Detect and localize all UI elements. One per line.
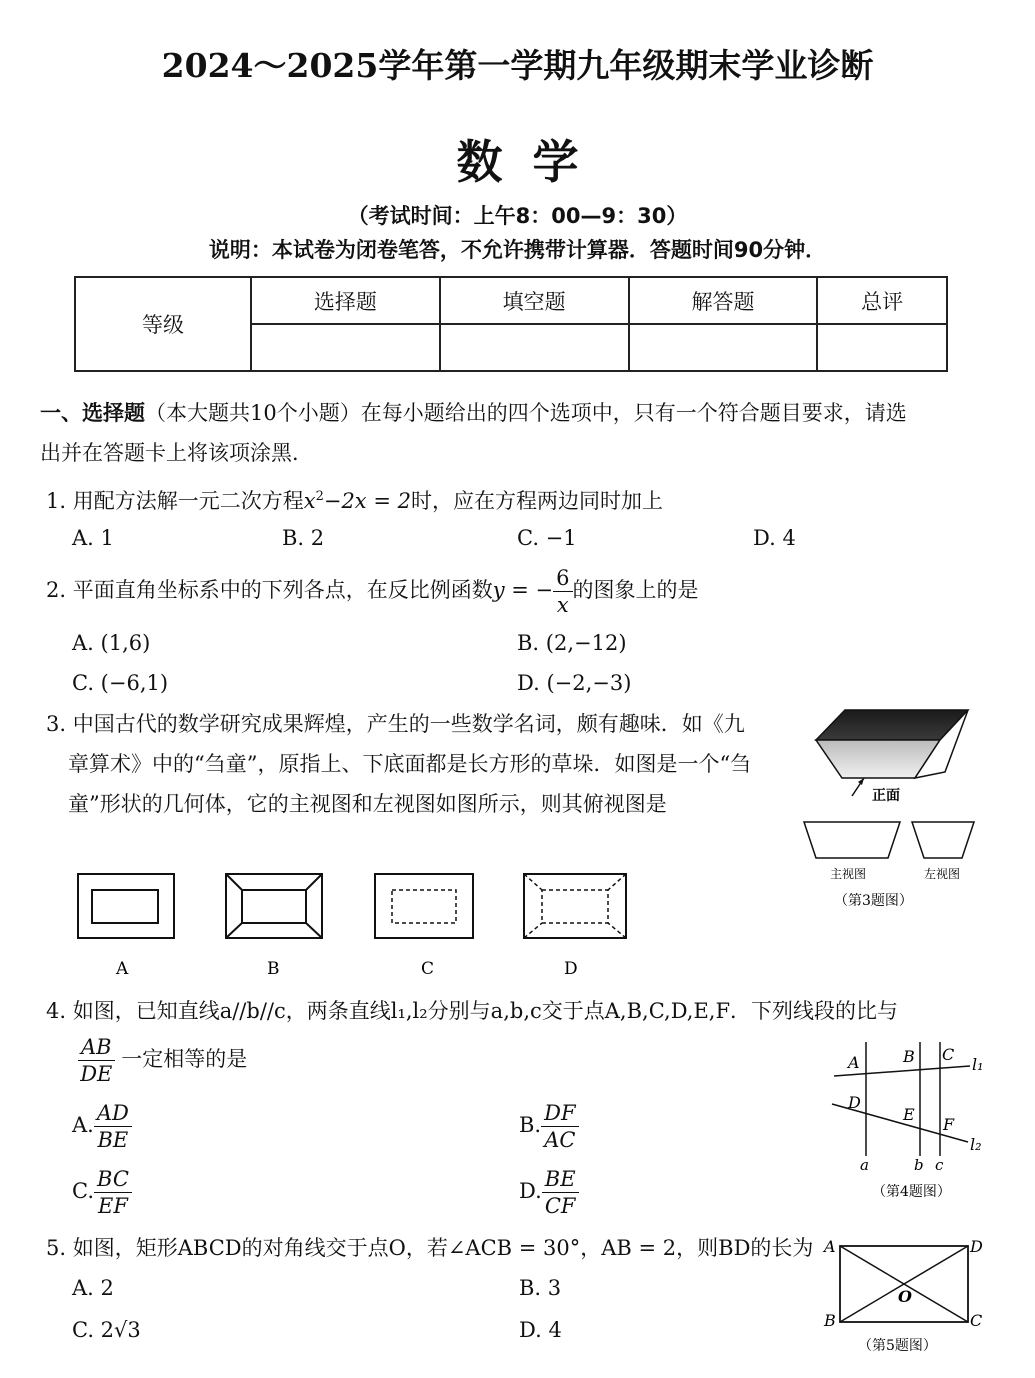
q5-figure <box>820 1234 992 1370</box>
q5-point-b: B <box>824 1311 836 1330</box>
q3-option-a-label: A <box>116 959 129 979</box>
q2-option-d[interactable]: D. (−2,−3) <box>517 671 632 695</box>
grade-row-label: 等级 <box>75 277 251 371</box>
q5-option-d[interactable]: D. 4 <box>519 1318 562 1342</box>
q3-left-view-label: 左视图 <box>924 867 961 881</box>
q3-option-d-figure[interactable] <box>524 874 626 938</box>
q4-figure <box>826 1038 996 1206</box>
grade-cell-choice[interactable] <box>251 324 440 371</box>
q3-stem-line2: 章算术》中的“刍童”，原指上、下底面都是长方形的草垛．如图是一个“刍 <box>68 752 752 776</box>
q4-point-b: B <box>903 1047 915 1066</box>
q4-point-f: F <box>943 1115 955 1134</box>
exam-time: （考试时间：上午8：00—9：30） <box>347 204 688 228</box>
q4-point-e: E <box>903 1105 915 1124</box>
grade-cell-total[interactable] <box>817 324 947 371</box>
q5-stem: 5. 如图，矩形ABCD的对角线交于点O，若∠ACB = 30°，AB = 2，则BD的长为 <box>46 1236 814 1260</box>
q5-option-b[interactable]: B. 3 <box>519 1276 562 1300</box>
q1-stem: 1. 用配方法解一元二次方程$x^2-2x = 2$时，应在方程两边同时加上 <box>46 489 663 513</box>
q3-stem-line1: 3. 中国古代的数学研究成果辉煌，产生的一些数学名词，颇有趣味．如《九 <box>46 712 745 736</box>
q1-option-a[interactable]: A. 1 <box>72 526 114 550</box>
subject-title: 数学 <box>456 135 609 189</box>
q3-option-a-figure[interactable] <box>78 874 174 938</box>
grade-col-total: 总评 <box>817 277 947 324</box>
grade-cell-fill[interactable] <box>440 324 629 371</box>
q3-option-b-label: B <box>267 959 280 979</box>
grade-col-fill: 填空题 <box>440 277 629 324</box>
grade-cell-answer[interactable] <box>629 324 818 371</box>
q3-option-b-figure[interactable] <box>226 874 322 938</box>
exam-title: 2024～2025学年第一学期九年级期末学业诊断 <box>161 46 874 85</box>
q3-caption: （第3题图） <box>834 893 913 909</box>
q4-option-d[interactable]: D. $\frac{BE}{CF}$ <box>519 1166 579 1219</box>
q4-option-c[interactable]: C. $\frac{BC}{EF}$ <box>72 1166 132 1219</box>
q3-arrow-head <box>858 778 864 785</box>
section1-heading: 一、选择题 <box>40 401 145 425</box>
q2-option-c[interactable]: C. (−6,1) <box>72 671 169 695</box>
q1-option-c[interactable]: C. −1 <box>517 526 577 550</box>
q5-point-a: A <box>824 1237 836 1256</box>
q2-fraction: $\frac{6}{x}$ <box>553 565 572 618</box>
q1-option-d[interactable]: D. 4 <box>753 526 796 550</box>
q4-label-a: a <box>860 1156 869 1174</box>
q2-option-a[interactable]: A. (1,6) <box>72 631 151 655</box>
q3-main-view-label: 主视图 <box>830 867 867 881</box>
q3-options <box>70 868 640 980</box>
section1-intro-line1: （本大题共10个小题）在每小题给出的四个选项中，只有一个符合题目要求，请选 <box>145 401 907 425</box>
q4-label-l1: l₁ <box>972 1055 984 1074</box>
q3-figure <box>800 700 990 920</box>
grade-col-answer: 解答题 <box>629 277 818 324</box>
q5-caption: （第5题图） <box>858 1338 937 1354</box>
q5-point-c: C <box>970 1311 983 1330</box>
q3-stem-line3: 童”形状的几何体，它的主视图和左视图如图所示，则其俯视图是 <box>68 792 667 816</box>
q3-option-d-label: D <box>564 959 578 979</box>
q4-label-b: b <box>914 1156 924 1174</box>
q3-main-view <box>804 822 900 858</box>
q3-option-c-figure[interactable] <box>375 874 473 938</box>
q4-option-b[interactable]: B. $\frac{DF}{AC}$ <box>519 1100 579 1153</box>
q5-point-d: D <box>970 1237 983 1256</box>
exam-note: 说明：本试卷为闭卷笔答，不允许携带计算器．答题时间90分钟． <box>208 238 827 262</box>
grade-col-choice: 选择题 <box>251 277 440 324</box>
q3-front-label: 正面 <box>872 788 900 804</box>
q4-point-d: D <box>848 1093 861 1112</box>
q2-option-b[interactable]: B. (2,−12) <box>517 631 627 655</box>
q3-option-c-label: C <box>421 959 435 979</box>
section1-intro-line2: 出并在答题卡上将该项涂黑． <box>40 441 313 465</box>
q5-option-a[interactable]: A. 2 <box>72 1276 114 1300</box>
q4-option-a[interactable]: A. $\frac{AD}{BE}$ <box>72 1100 132 1153</box>
q3-left-view <box>912 822 974 858</box>
q5-option-c[interactable]: C. 2√3 <box>72 1318 141 1342</box>
q4-caption: （第4题图） <box>872 1184 951 1200</box>
q4-point-a: A <box>848 1053 860 1072</box>
q4-label-l2: l₂ <box>970 1135 982 1154</box>
q4-stem: 4. 如图，已知直线a//b//c，两条直线l₁,l₂分别与a,b,c交于点A,B,C,D,E,F．下列线段的比与 <box>46 999 899 1023</box>
q5-point-o: O <box>898 1287 912 1306</box>
q4-stem-ratio: $\frac{AB}{DE}$ 一定相等的是 <box>78 1034 247 1087</box>
q1-option-b[interactable]: B. 2 <box>282 526 325 550</box>
q4-ratio: $\frac{AB}{DE}$ <box>78 1034 115 1087</box>
q2-stem: 2. 平面直角坐标系中的下列各点，在反比例函数y = − $\frac{6}{x}$ 的图象上的是 <box>46 566 699 617</box>
q4-label-c: c <box>935 1156 944 1174</box>
grade-table <box>74 276 948 372</box>
section1-intro <box>40 399 907 427</box>
q4-point-c: C <box>942 1045 955 1064</box>
